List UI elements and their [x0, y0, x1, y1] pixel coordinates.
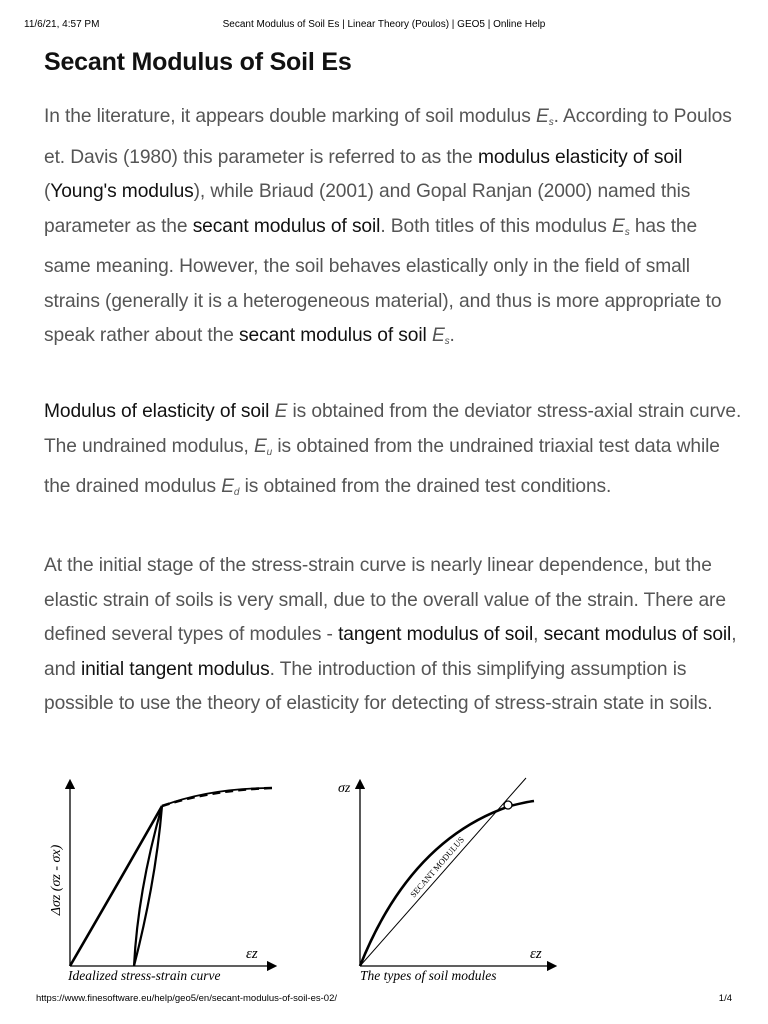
link-secant-modulus-2[interactable]: secant modulus of soil: [239, 325, 427, 346]
print-header: [24, 19, 744, 33]
extrapolated-dashed-curve: [162, 788, 272, 806]
text: ), while Briaud (2001) and Gopal Ranjan (2000) named this parameter as the: [44, 181, 691, 237]
print-page-number: 1/4: [718, 993, 732, 1004]
symbol-e: E: [431, 325, 445, 346]
link-youngs-modulus[interactable]: Young's modulus: [50, 181, 194, 202]
text: has the same meaning. However, the soil behaves elastically only in the field of small strains (generally it is a heterogeneous material), and thus is more appropriate to speak rather about the: [44, 215, 722, 346]
subscript: u: [266, 446, 273, 458]
text: . According to Poulos et. Davis (1980) this parameter is referred to as the: [44, 106, 732, 168]
text: In the literature, it appears double marking of soil modulus: [44, 106, 536, 127]
paragraph-1: [44, 100, 744, 360]
text: is obtained from the undrained triaxial test data while the drained modulus: [44, 435, 720, 497]
symbol-ed: E: [221, 476, 234, 497]
y-axis-label: Δσz (σz - σx): [49, 844, 64, 916]
symbol-e: E: [274, 401, 288, 422]
soil-modules-diagram: [330, 770, 570, 990]
caption-fig1: Idealized stress-strain curve: [68, 968, 221, 983]
link-secant-modulus-3[interactable]: secant modulus of soil: [543, 624, 732, 645]
figure-idealized-stress-strain: [40, 770, 290, 990]
loading-curve: [70, 806, 162, 966]
secant-modulus-label: SECANT MODULUS: [407, 834, 467, 900]
text: ,: [533, 624, 544, 645]
link-initial-tangent-modulus[interactable]: initial tangent modulus: [80, 658, 270, 680]
subscript: d: [233, 487, 240, 498]
subscript: s: [624, 226, 630, 238]
print-datetime: 11/6/21, 4:57 PM: [24, 19, 100, 30]
figure-soil-modules: [330, 770, 570, 990]
text: . The introduction of this simplifying assumption is possible to use the theory of elasticity for detecting of stress-strain state in soils.: [44, 658, 713, 714]
print-page-title: Secant Modulus of Soil Es | Linear Theory (Poulos) | GEO5 | Online Help: [222, 19, 546, 30]
page-title: Secant Modulus of Soil Es: [44, 48, 352, 76]
link-tangent-modulus[interactable]: tangent modulus of soil: [338, 624, 534, 645]
x-axis-label: εz: [246, 946, 258, 962]
link-secant-modulus[interactable]: secant modulus of soil: [192, 215, 381, 237]
y-axis-label: σz: [338, 781, 351, 796]
text: , and: [44, 624, 737, 680]
text: .: [449, 325, 455, 346]
link-modulus-of-elasticity[interactable]: Modulus of elasticity of soil: [44, 401, 270, 422]
stress-strain-curve: [360, 801, 534, 966]
text: is obtained from the deviator stress-axial strain curve. The undrained modulus,: [44, 401, 742, 457]
symbol-e: E: [611, 215, 625, 237]
reload-continuation-curve: [162, 788, 272, 806]
subscript: s: [444, 336, 450, 347]
x-axis-label: εz: [530, 946, 542, 962]
print-url[interactable]: https://www.finesoftware.eu/help/geo5/en/secant-modulus-of-soil-es-02/: [36, 993, 337, 1004]
link-modulus-elasticity[interactable]: modulus elasticity of soil: [477, 146, 683, 168]
intersection-point: [504, 801, 512, 809]
stress-strain-diagram: [40, 770, 290, 990]
secant-line: [360, 778, 526, 966]
article: [44, 40, 744, 714]
symbol-eu: E: [253, 435, 267, 457]
text: At the initial stage of the stress-strain curve is nearly linear dependence, but the elastic strain of soils is very small, due to the overall value of the strain. There are defined several types of modules -: [44, 555, 726, 645]
print-footer: [36, 993, 732, 1007]
subscript: s: [548, 117, 554, 128]
paragraph-2: [44, 395, 744, 511]
figures: [40, 770, 560, 990]
text: is obtained from the drained test conditions.: [239, 476, 612, 497]
symbol-e: E: [535, 106, 549, 127]
text: (: [44, 181, 51, 202]
caption-fig2: The types of soil modules: [360, 968, 497, 983]
text: . Both titles of this modulus: [380, 215, 612, 237]
paragraph-3: [44, 549, 744, 722]
